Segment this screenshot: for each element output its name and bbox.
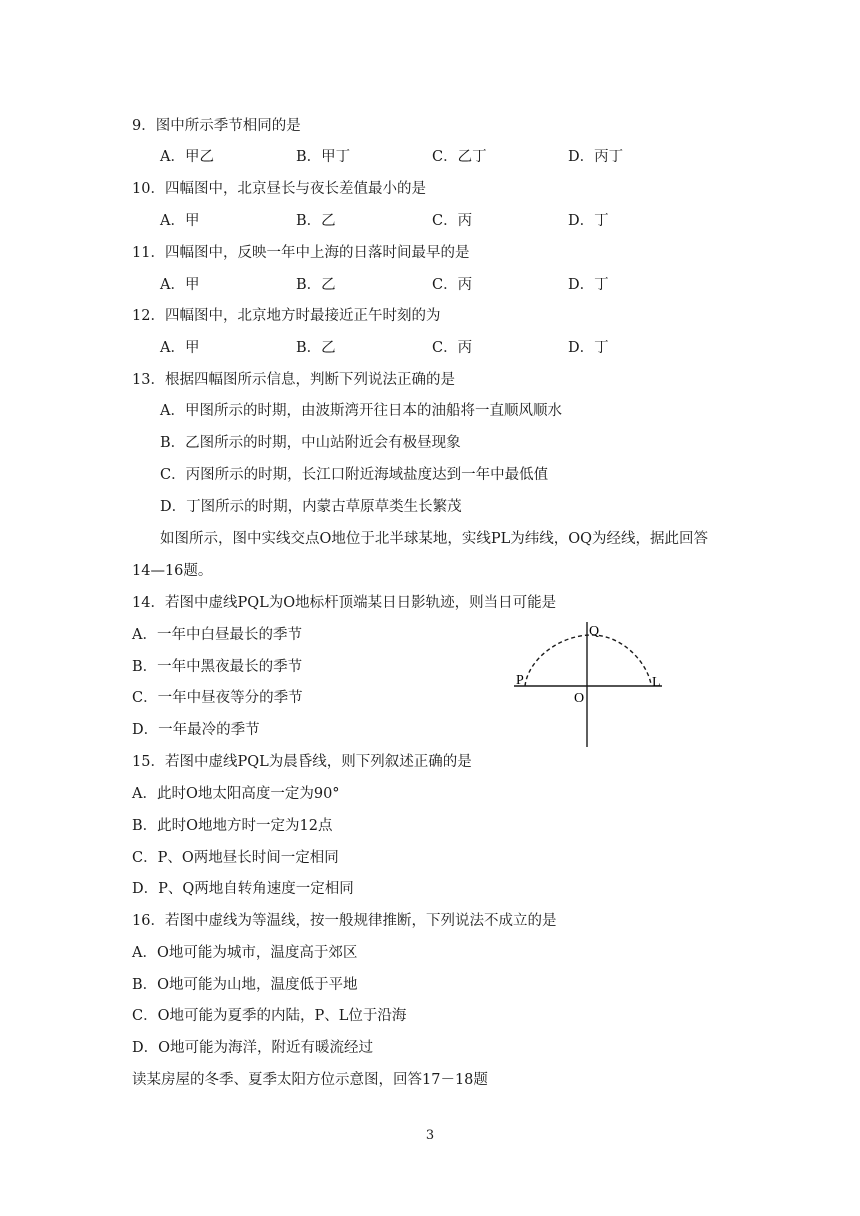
q16-option-b: B．O地可能为山地，温度低于平地 [132,977,358,993]
label-p: P [516,673,524,688]
q14-stem: 14．若图中虚线PQL为O地标杆顶端某日日影轨迹，则当日可能是 [132,595,557,611]
q11-option-a: A．甲 [160,277,200,293]
q13-stem: 13．根据四幅图所示信息，判断下列说法正确的是 [132,372,455,388]
q15-option-a: A．此时O地太阳高度一定为90° [132,786,340,802]
q12-option-d: D．丁 [568,340,609,356]
q16-stem: 16．若图中虚线为等温线，按一般规律推断，下列说法不成立的是 [132,913,557,929]
q9-option-d: D．丙丁 [568,149,624,165]
q12-option-c: C．丙 [432,340,473,356]
q15-stem: 15．若图中虚线PQL为晨昏线，则下列叙述正确的是 [132,754,472,770]
q15-option-d: D．P、Q两地自转角速度一定相同 [132,881,354,897]
q10-stem: 10．四幅图中，北京昼长与夜长差值最小的是 [132,181,426,197]
q11-option-b: B．乙 [296,277,336,293]
q13-option-c: C．丙图所示的时期，长江口附近海域盐度达到一年中最低值 [160,467,549,483]
q16-option-d: D．O地可能为海洋，附近有暖流经过 [132,1040,374,1056]
q12-stem: 12．四幅图中，北京地方时最接近正午时刻的为 [132,308,441,324]
page-number: 3 [425,1128,435,1143]
pql-diagram [506,616,676,752]
q12-option-b: B．乙 [296,340,336,356]
q10-option-d: D．丁 [568,213,609,229]
q13-option-a: A．甲图所示的时期，由波斯湾开往日本的油船将一直顺风顺水 [160,403,562,419]
q16-option-c: C．O地可能为夏季的内陆，P、L位于沿海 [132,1008,407,1024]
q9-option-c: C．乙丁 [432,149,487,165]
q11-option-c: C．丙 [432,277,473,293]
dashed-curve-pql [525,635,651,686]
q10-option-a: A．甲 [160,213,200,229]
q13-option-b: B．乙图所示的时期，中山站附近会有极昼现象 [160,435,461,451]
q14-option-d: D．一年最冷的季节 [132,722,260,738]
q11-stem: 11．四幅图中，反映一年中上海的日落时间最早的是 [132,245,470,261]
q15-option-c: C．P、O两地昼长时间一定相同 [132,850,339,866]
q11-option-d: D．丁 [568,277,609,293]
q9-option-a: A．甲乙 [160,149,214,165]
q14-option-a: A．一年中白昼最长的季节 [132,627,302,643]
label-q: Q [589,624,600,639]
label-o: O [574,691,585,706]
q10-option-c: C．丙 [432,213,473,229]
q10-option-b: B．乙 [296,213,336,229]
q9-stem: 9．图中所示季节相同的是 [132,118,301,134]
intro-14-16-line1: 如图所示，图中实线交点O地位于北半球某地，实线PL为纬线，OQ为经线，据此回答 [160,531,709,547]
q15-option-b: B．此时O地地方时一定为12点 [132,818,333,834]
q13-option-d: D．丁图所示的时期，内蒙古草原草类生长繁茂 [160,499,462,515]
intro-17-18: 读某房屋的冬季、夏季太阳方位示意图，回答17－18题 [132,1072,488,1088]
label-l: L [652,675,661,690]
q9-option-b: B．甲丁 [296,149,351,165]
q14-option-b: B．一年中黑夜最长的季节 [132,659,303,675]
intro-14-16-line2: 14—16题。 [132,563,213,579]
q16-option-a: A．O地可能为城市，温度高于郊区 [132,945,358,961]
q14-option-c: C．一年中昼夜等分的季节 [132,690,303,706]
q12-option-a: A．甲 [160,340,200,356]
